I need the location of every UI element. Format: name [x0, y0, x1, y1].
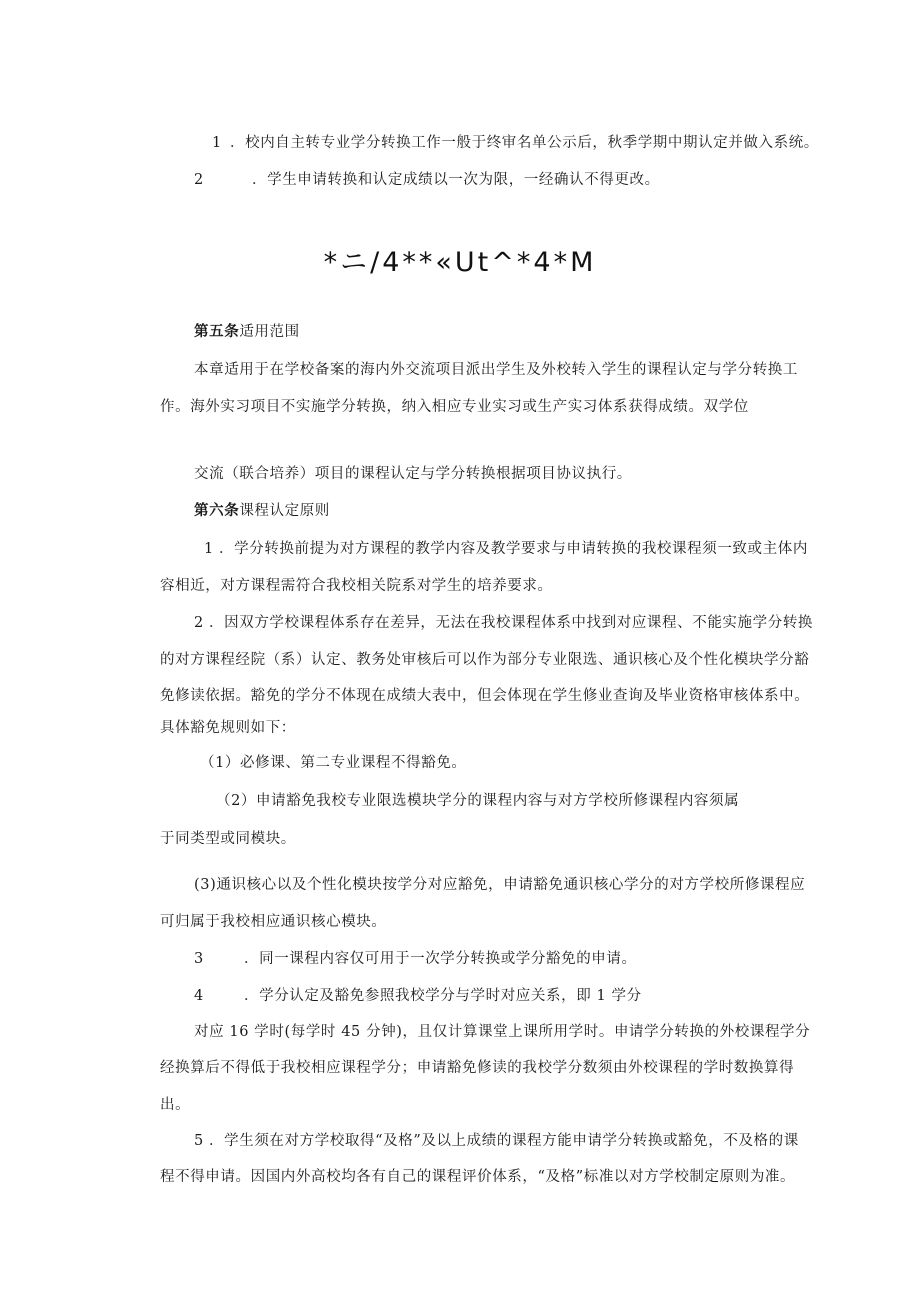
article-5-label: 第五条 [194, 323, 240, 340]
article-6-item3 [194, 949, 637, 969]
article-6-item4-number: 4 [194, 988, 204, 1004]
item-2-top [194, 170, 660, 190]
article-6-item3-number: 3 [194, 951, 204, 967]
article-5-p1-line2: 作。海外实习项目不实施学分转换，纳入相应专业实习或生产实习体系获得成绩。双学位 [160, 399, 749, 415]
article-6-sub1: （1）必修课、第二专业课程不得豁免。 [200, 755, 467, 771]
article-6-heading [194, 501, 330, 521]
article-6-item2-line4: 具体豁免规则如下： [160, 720, 296, 736]
item-2-number: 2 [194, 172, 204, 188]
article-6-label: 第六条 [194, 502, 240, 519]
article-6-sub2-line1: （2）申请豁免我校专业限选模块学分的课程内容与对方学校所修课程内容须属 [216, 793, 740, 809]
article-5-heading [194, 322, 300, 342]
article-6-item2-line1: 2 ．因双方学校课程体系存在差异，无法在我校课程体系中找到对应课程、不能实施学分转换 [194, 615, 814, 631]
article-5-title: 适用范围 [239, 324, 300, 340]
article-5-p1-line1: 本章适用于在学校备案的海内外交流项目派出学生及外校转入学生的课程认定与学分转换工 [194, 362, 798, 378]
garbled-chapter-heading: *ニ/4**«Ut^*4*M [323, 247, 597, 278]
item-1-text: ．校内自主转专业学分转换工作一般于终审名单公示后，秋季学期中期认定并做入系统。 [230, 135, 819, 151]
article-6-sub3-line1: (3)通识核心以及个性化模块按学分对应豁免，申请豁免通识核心学分的对方学校所修课程应 [194, 877, 806, 893]
article-6-item4-line2: 对应 16 学时(每学时 45 分钟)，且仅计算课堂上课所用学时。申请学分转换的外校课程学分 [194, 1024, 811, 1040]
article-6-item2-line3: 免修读依据。豁免的学分不体现在成绩大表中，但会体现在学生修业查询及毕业资格审核体系中。 [160, 688, 810, 704]
article-6-title: 课程认定原则 [239, 503, 330, 519]
article-6-item4 [194, 986, 642, 1006]
article-6-sub2-line2: 于同类型或同模块。 [160, 831, 296, 847]
article-6-item4-line3: 经换算后不得低于我校相应课程学分；申请豁免修读的我校学分数须由外校课程的学时数换算得 [160, 1060, 795, 1076]
article-6-sub3-line2: 可归属于我校相应通识核心模块。 [160, 914, 387, 930]
article-6-item5-line1: 5 ．学生须在对方学校取得“及格”及以上成绩的课程方能申请学分转换或豁免，不及格的课 [194, 1133, 799, 1149]
article-6-item3-text: ．同一课程内容仅可用于一次学分转换或学分豁免的申请。 [244, 951, 637, 967]
item-1-top [212, 133, 819, 153]
article-6-item5-line2: 程不得申请。因国内外高校均各有自己的课程评价体系，“及格”标准以对方学校制定原则为准。 [160, 1169, 796, 1185]
article-6-item1-line2: 容相近，对方课程需符合我校相关院系对学生的培养要求。 [160, 578, 553, 594]
article-6-item1-line1: 1 ．学分转换前提为对方课程的教学内容及教学要求与申请转换的我校课程须一致或主体内 [204, 541, 808, 557]
article-6-item4-text: ．学分认定及豁免参照我校学分与学时对应关系，即 1 学分 [244, 988, 642, 1004]
item-2-text: ．学生申请转换和认定成绩以一次为限，一经确认不得更改。 [252, 172, 660, 188]
article-6-item4-line4: 出。 [160, 1097, 191, 1113]
article-6-item2-line2: 的对方课程经院（系）认定、教务处审核后可以作为部分专业限选、通识核心及个性化模块学分豁 [160, 652, 810, 668]
article-5-p2: 交流（联合培养）项目的课程认定与学分转换根据项目协议执行。 [194, 466, 632, 482]
item-1-number: 1 [212, 135, 222, 151]
